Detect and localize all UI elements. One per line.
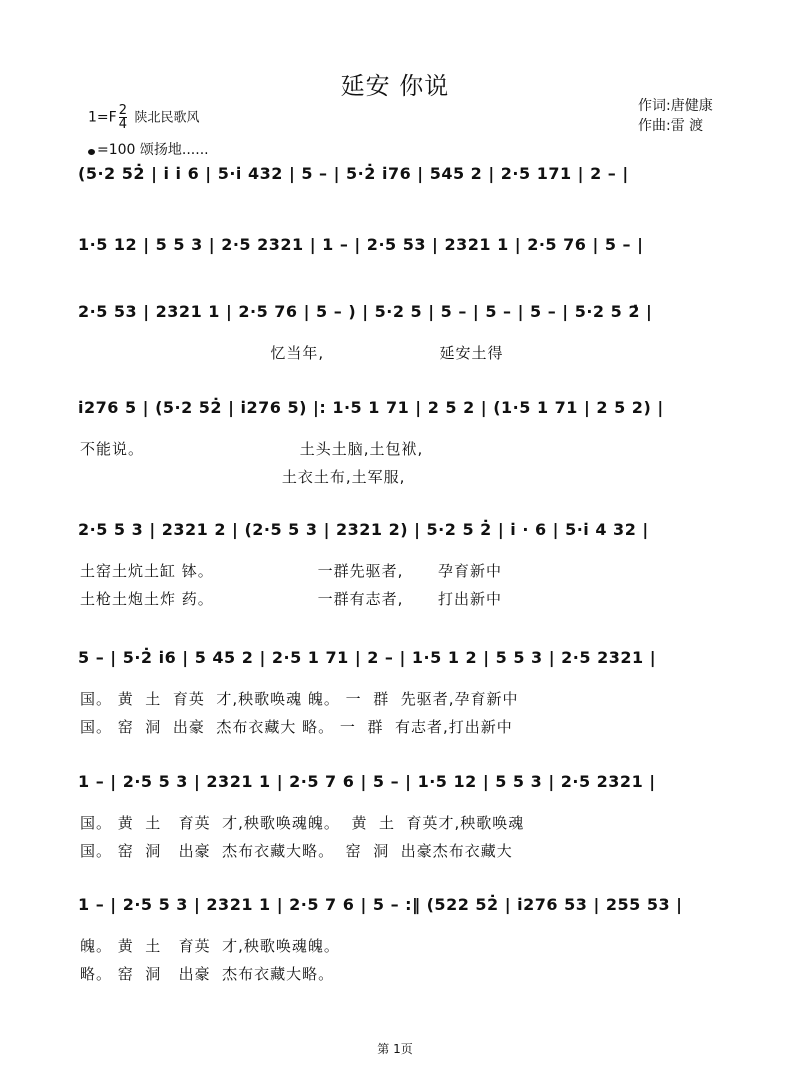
lyric-line-8-1: 魄。 黄 土 育英 才,秧歌唤魂魄。 <box>80 937 340 955</box>
time-bottom: 4 <box>118 117 127 132</box>
tempo-value: =100 <box>97 142 136 158</box>
lyric-line-4-1: 不能说。 土头土脑,土包袱, <box>80 440 424 458</box>
page-number: 第 1页 <box>377 1042 413 1056</box>
key-sig: 1=F <box>88 109 117 126</box>
notation-line-7: 1 – | 2·5 5 3 | 2321 1 | 2·5 7 6 | 5 – | 1·5 12 | 5 5 3 | 2·5 2321 | <box>78 772 656 791</box>
note-head-icon <box>88 149 95 155</box>
lyric-line-3-1: 忆当年, 延安土得 <box>80 344 504 362</box>
lyric-line-6-1: 国。 黄 土 育英 才,秧歌唤魂 魄。 一 群 先驱者,孕育新中 <box>80 690 519 708</box>
song-title: 延安 你说 <box>340 72 450 100</box>
notation-line-3: 2·5 53 | 2321 1 | 2·5 76 | 5 – ) | 5·2 5 | 5 – | 5 – | 5 – | 5·2 5 2̇ | <box>78 302 653 321</box>
notation-line-4: i̇276 5 | (5·2 52̇ | i̇276 5) |: 1·5 1 71 | 2 5 2 | (1·5 1 71 | 2 5 2) | <box>78 398 664 417</box>
lyric-line-5-2: 土枪土炮土炸 药。 一群有志者, 打出新中 <box>80 590 502 608</box>
key-signature <box>88 104 199 131</box>
notation-line-6: 5 – | 5·2̇ i̇6 | 5 45 2 | 2·5 1 71 | 2 – | 1·5 1 2 | 5 5 3 | 2·5 2321 | <box>78 648 657 667</box>
lyric-line-6-2: 国。 窑 洞 出豪 杰布衣藏大 略。 一 群 有志者,打出新中 <box>80 718 513 736</box>
notation-line-5: 2·5 5 3 | 2321 2 | (2·5 5 3 | 2321 2) | 5·2 5 2̇ | i̇ · 6 | 5·i̇ 4 32 | <box>78 520 649 539</box>
notation-line-2: 1·5 12 | 5 5 3 | 2·5 2321 | 1 – | 2·5 53 | 2321 1 | 2·5 76 | 5 – | <box>78 235 644 254</box>
lyric-line-4-2: 土衣土布,土军服, <box>80 468 406 486</box>
credits <box>638 96 713 136</box>
tempo-expression: 颂扬地...... <box>139 142 209 158</box>
time-top: 2 <box>118 103 127 118</box>
lyricist-credit: 作词:唐健康 <box>638 98 713 114</box>
lyric-line-5-1: 土窑土炕土缸 钵。 一群先驱者, 孕育新中 <box>80 562 502 580</box>
lyric-line-8-2: 略。 窑 洞 出豪 杰布衣藏大略。 <box>80 965 335 983</box>
composer-credit: 作曲:雷 渡 <box>638 118 704 134</box>
notation-line-8: 1 – | 2·5 5 3 | 2321 1 | 2·5 7 6 | 5 – :‖ (522 52̇ | i̇276 53 | 255 53 | <box>78 895 683 914</box>
style-note: 陕北民歌风 <box>134 110 200 126</box>
lyric-line-7-1: 国。 黄 土 育英 才,秧歌唤魂魄。 黄 土 育英才,秧歌唤魂 <box>80 814 525 832</box>
tempo-marking <box>88 139 209 159</box>
lyric-line-7-2: 国。 窑 洞 出豪 杰布衣藏大略。 窑 洞 出豪杰布衣藏大 <box>80 842 513 860</box>
time-signature <box>119 104 127 131</box>
notation-line-1: (5·2 52̇ | i̇ i̇ 6 | 5·i̇ 432 | 5 – | 5·2̇ i̇76 | 545 2 | 2·5 171 | 2 – | <box>78 164 629 183</box>
